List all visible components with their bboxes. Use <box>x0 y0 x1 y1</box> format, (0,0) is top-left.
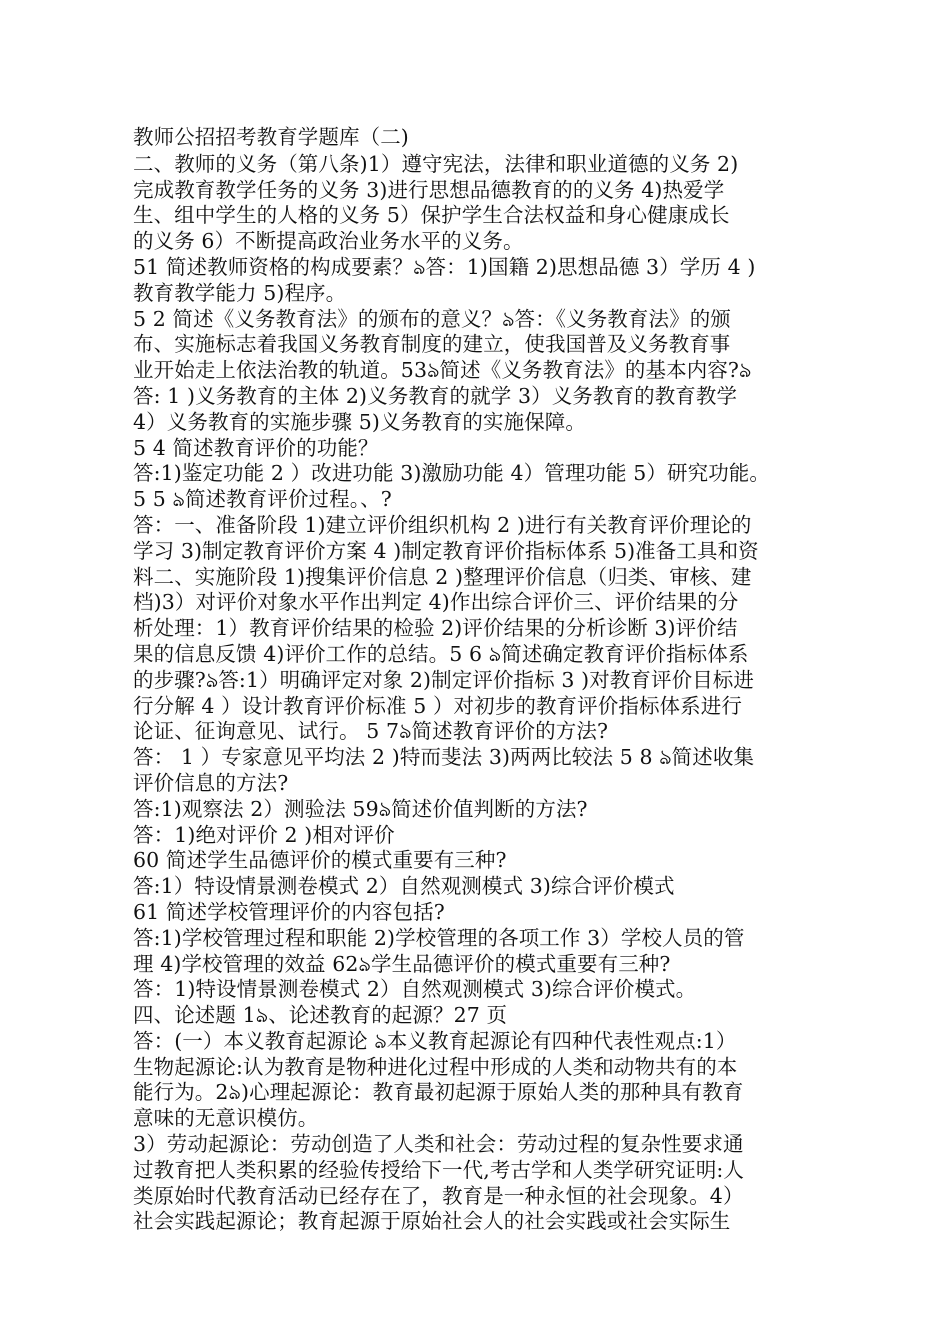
text-line: 的义务 6）不断提高政治业务水平的义务。 <box>133 229 524 254</box>
text-line: 答：一、准备阶段 1)建立评价组织机构 2 )进行有关教育评价理论的 <box>133 512 752 537</box>
text-line: 61 简述学校管理评价的内容包括? <box>133 899 445 924</box>
text-line: 5 2 简述《义务教育法》的颁布的意义？ঌ答：《义务教育法》的颁 <box>133 306 731 331</box>
text-line: 完成教育教学任务的义务 3)进行思想品德教育的的义务 4)热爱学 <box>133 177 725 202</box>
text-line: 布、实施标志着我国义务教育制度的建立，使我国普及义务教育事 <box>133 332 731 357</box>
text-line: 生物起源论:认为教育是物种进化过程中形成的人类和动物共有的本 <box>133 1054 738 1079</box>
text-line: 4）义务教育的实施步骤 5)义务教育的实施保障。 <box>133 409 586 434</box>
text-line: 学习 3)制定教育评价方案 4 )制定教育评价指标体系 5)准备工具和资 <box>133 538 759 563</box>
text-line: 料二、实施阶段 1)搜集评价信息 2 )整理评价信息（归类、审核、建 <box>133 564 752 589</box>
text-line: 社会实践起源论；教育起源于原始社会人的社会实践或社会实际生 <box>133 1209 731 1234</box>
text-line: 理 4)学校管理的效益 62ঌ学生品德评价的模式重要有三种? <box>133 951 671 976</box>
text-line: 答:1)学校管理过程和职能 2)学校管理的各项工作 3）学校人员的管 <box>133 925 745 950</box>
document-title: 教师公招招考教育学题库（二) <box>133 125 409 149</box>
text-line: 意味的无意识模仿。 <box>133 1106 319 1131</box>
text-line: 的步骤?ঌ答:1）明确评定对象 2)制定评价指标 3 )对教育评价目标进 <box>133 667 755 692</box>
text-line: 类原始时代教育活动已经存在了，教育是一种永恒的社会现象。4） <box>133 1183 744 1208</box>
text-line: 能行为。2ঌ)心理起源论：教育最初起源于原始人类的那种具有教育 <box>133 1080 744 1105</box>
text-line: 档)3）对评价对象水平作出判定 4)作出综合评价三、评价结果的分 <box>133 590 739 615</box>
text-line: 答： 1 ）专家意见平均法 2 )特而斐法 3)两两比较法 5 8 ঌ简述收集 <box>133 745 755 770</box>
text-line: 生、组中学生的人格的义务 5）保护学生合法权益和身心健康成长 <box>133 203 730 228</box>
text-line: 答：1)绝对评价 2 )相对评价 <box>133 822 395 847</box>
text-line: 论证、征询意见、试行。 5 7ঌ简述教育评价的方法? <box>133 719 609 744</box>
text-line: 答：(一）本义教育起源论 ঌ本义教育起源论有四种代表性观点:1） <box>133 1028 737 1053</box>
text-line: 教育教学能力 5)程序。 <box>133 280 347 305</box>
text-line: 答:1)鉴定功能 2 ）改进功能 3)激励功能 4）管理功能 5）研究功能。 <box>133 461 770 486</box>
text-line: 行分解 4 ）设计教育评价标准 5 ）对初步的教育评价指标体系进行 <box>133 693 742 718</box>
text-line: 二、教师的义务（第八条)1）遵守宪法，法律和职业道德的义务 2) <box>133 151 739 176</box>
text-line: 60 简述学生品德评价的模式重要有三种? <box>133 848 507 873</box>
document-body <box>133 152 795 1235</box>
text-line: 3）劳动起源论：劳动创造了人类和社会：劳动过程的复杂性要求通 <box>133 1132 744 1157</box>
text-line: 5 4 简述教育评价的功能？ <box>133 435 379 460</box>
text-line: 51 简述教师资格的构成要素？ঌ答：1)国籍 2)思想品德 3）学历 4 ) <box>133 254 756 279</box>
text-line: 果的信息反馈 4)评价工作的总结。5 6 ঌ简述确定教育评价指标体系 <box>133 641 749 666</box>
text-line: 析处理：1）教育评价结果的检验 2)评价结果的分析诊断 3)评价结 <box>133 616 738 641</box>
text-line: 答：1)特设情景测卷模式 2）自然观测模式 3)综合评价模式。 <box>133 977 697 1002</box>
text-line: 答: 1 )义务教育的主体 2)义务教育的就学 3）义务教育的教育教学 <box>133 383 738 408</box>
text-line: 5 5 ঌ简述教育评价过程。、? <box>133 487 392 512</box>
text-line: 评价信息的方法? <box>133 770 289 795</box>
text-line: 业开始走上依法治教的轨道。53ঌ简述《义务教育法》的基本内容?ঌ <box>133 358 752 383</box>
text-line: 答:1）特设情景测卷模式 2）自然观测模式 3)综合评价模式 <box>133 874 675 899</box>
text-line: 过教育把人类积累的经验传授给下一代,考古学和人类学研究证明:人 <box>133 1157 745 1182</box>
text-line: 答:1)观察法 2）测验法 59ঌ简述价值判断的方法? <box>133 796 588 821</box>
text-line: 四、论述题 1ঌ、论述教育的起源？27 页 <box>133 1003 508 1028</box>
